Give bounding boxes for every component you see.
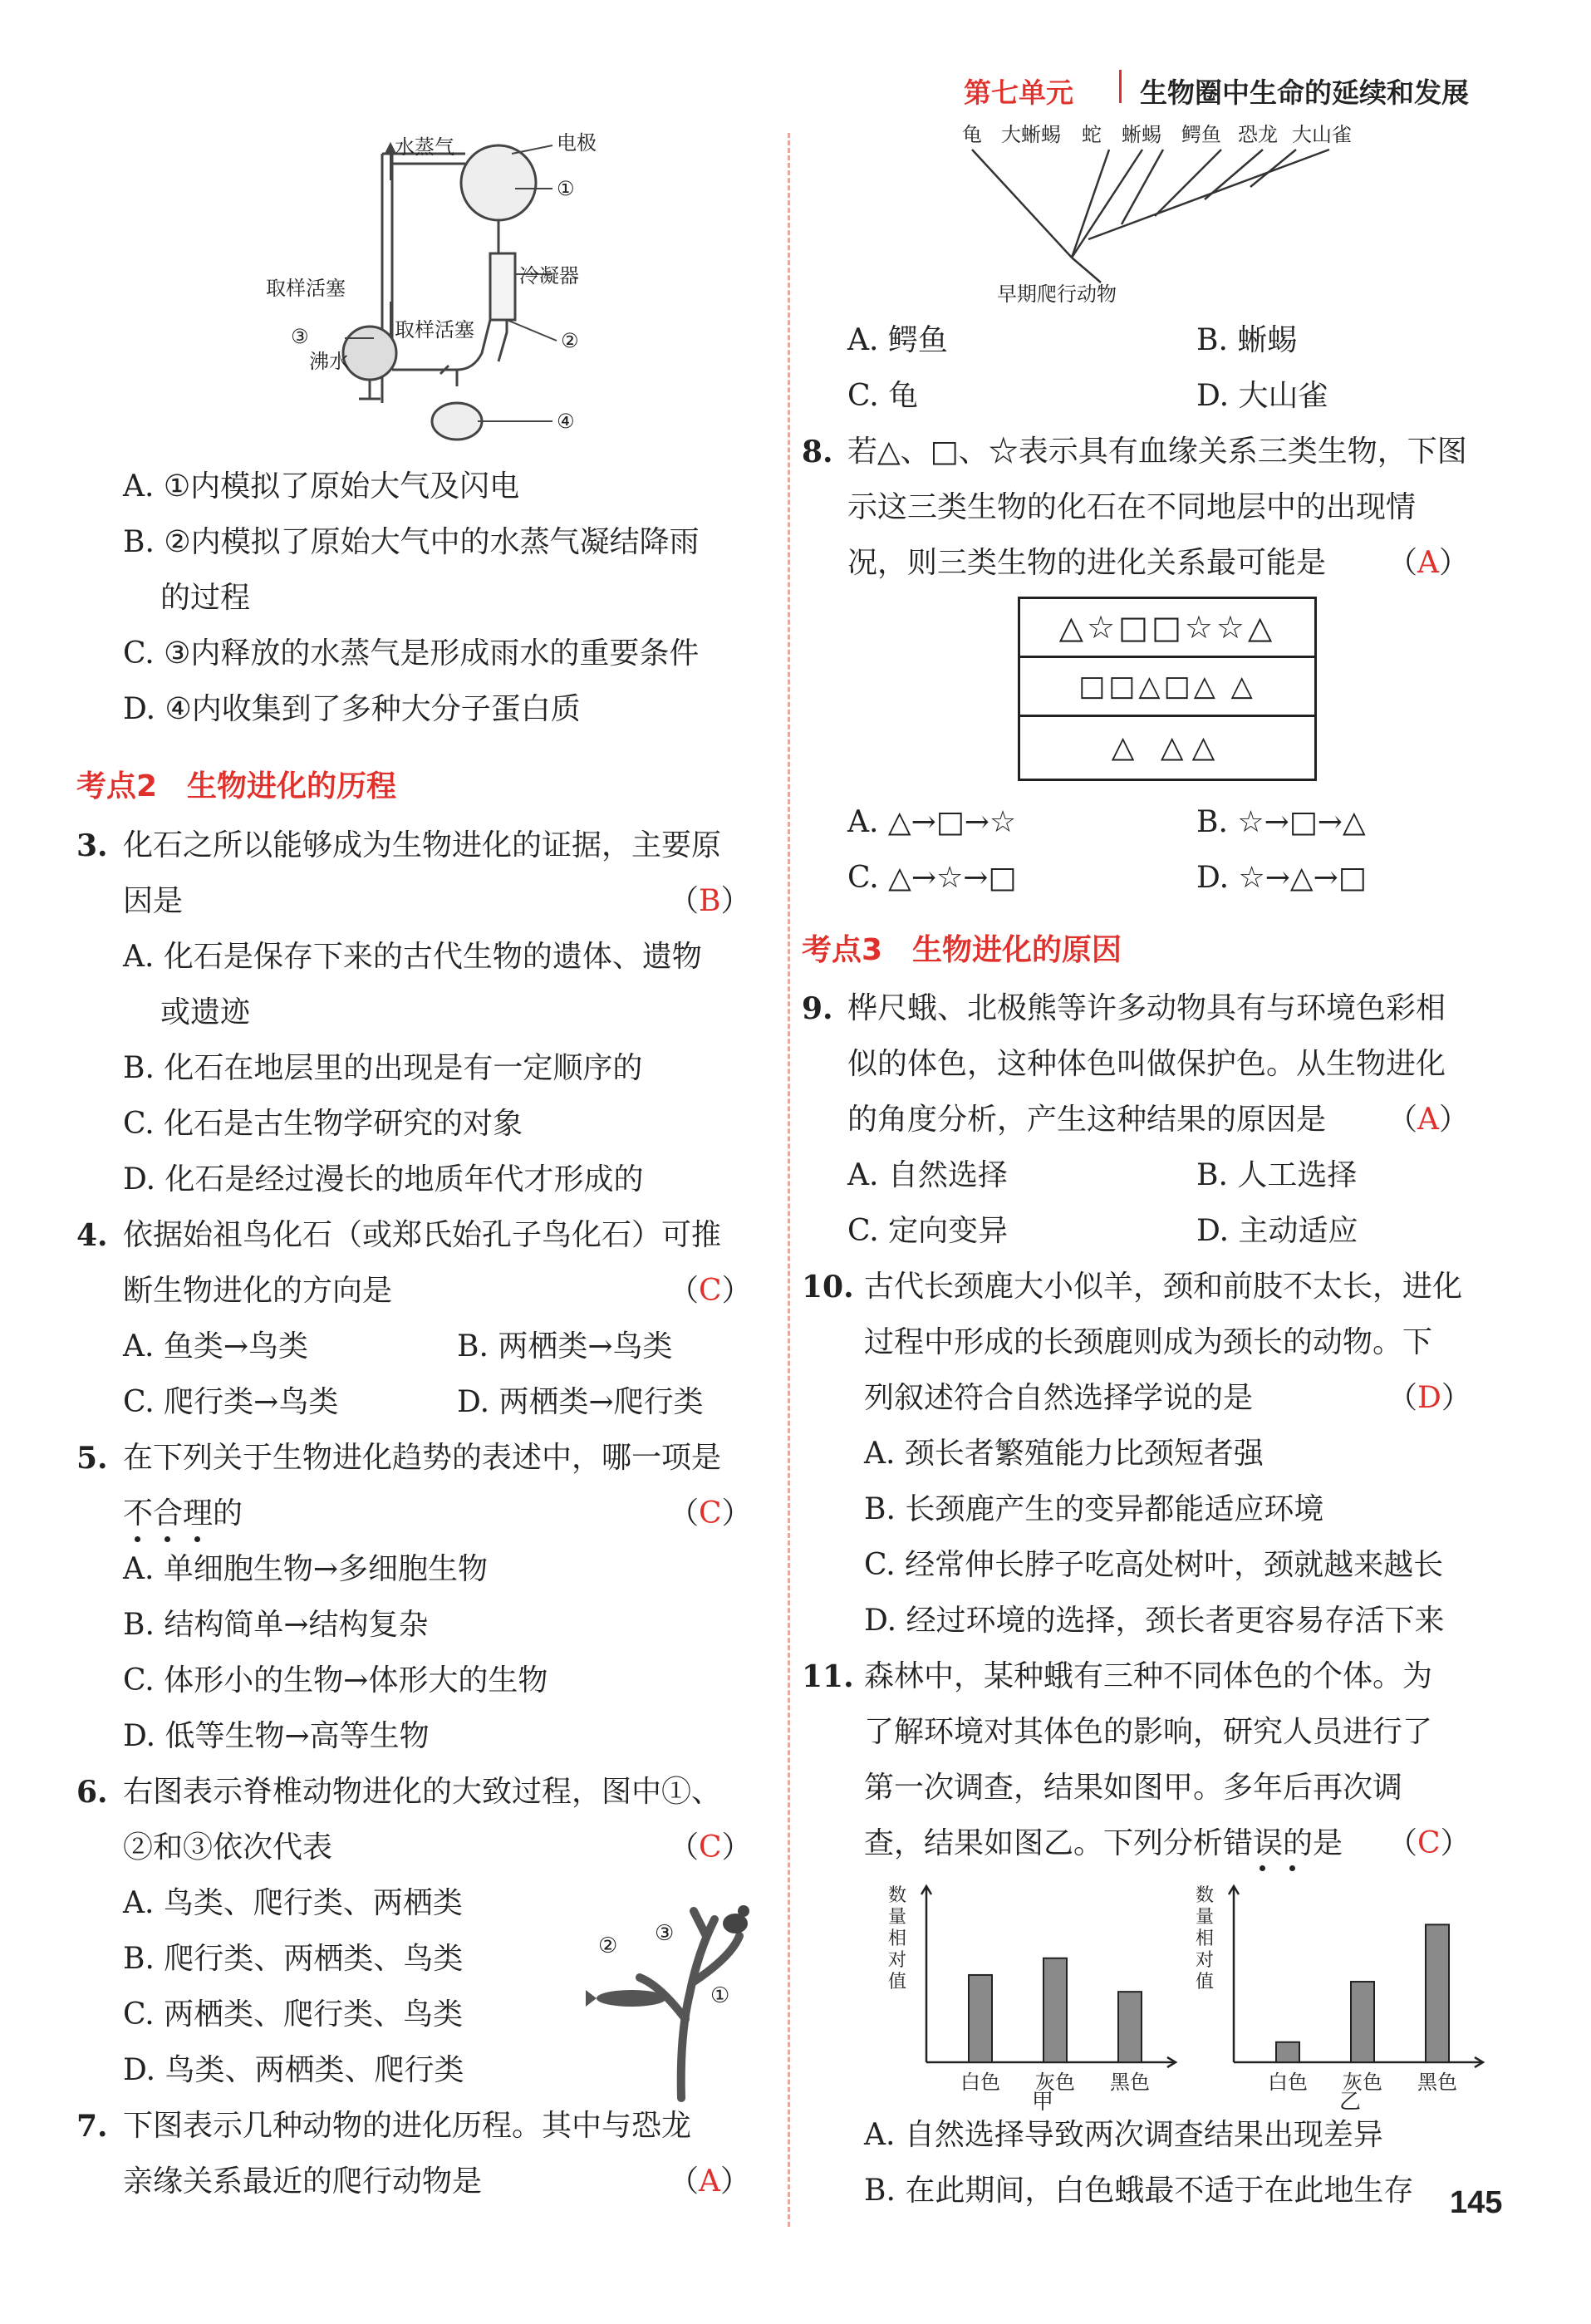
q3-option-d: D. 化石是经过漫长的地质年代才形成的 <box>123 1162 644 1196</box>
fig6-marker-2: ② <box>598 1933 618 1958</box>
bar-灰色 <box>1043 1958 1067 2062</box>
tree-root-label: 早期爬行动物 <box>997 283 1117 306</box>
bar-chart-yi <box>1188 1870 1495 2110</box>
q2-option-a: A. ①内模拟了原始大气及闪电 <box>123 469 520 504</box>
q11-number: 11. <box>802 1659 854 1694</box>
q5-option-b: B. 结构简单→结构复杂 <box>123 1608 429 1642</box>
q5-option-c: C. 体形小的生物→体形大的生物 <box>123 1663 548 1698</box>
miller-apparatus-figure <box>266 120 615 453</box>
q10-number: 10. <box>802 1270 854 1304</box>
y-axis-label-char: 值 <box>1195 1972 1215 1992</box>
q11-stem-cont2: 第一次调查，结果如图甲。多年后再次调 <box>864 1771 1403 1805</box>
bar-灰色 <box>1351 1982 1374 2062</box>
q4-option-b: B. 两栖类→鸟类 <box>457 1329 673 1363</box>
q4-option-c: C. 爬行类→鸟类 <box>123 1385 339 1419</box>
q3-answer: B <box>699 884 721 918</box>
x-tick-label: 灰色 <box>1035 2071 1075 2094</box>
bar-黑色 <box>1118 1992 1142 2062</box>
q2-option-b: B. ②内模拟了原始大气中的水蒸气凝结降雨 <box>123 525 700 559</box>
q9-option-a: A. 自然选择 <box>847 1158 1008 1192</box>
tree-label-turtle: 龟 <box>962 123 982 146</box>
q10-option-b: B. 长颈鹿产生的变异都能适应环境 <box>864 1492 1324 1526</box>
q11-answer: C <box>1417 1826 1441 1860</box>
q7-stem: 下图表示几种动物的进化历程。其中与恐龙 <box>123 2109 692 2143</box>
q2-option-d: D. ④内收集到了多种大分子蛋白质 <box>123 692 581 726</box>
q7-option-b: B. 蜥蜴 <box>1196 323 1298 357</box>
q3-option-a-cont: 或遗迹 <box>160 995 251 1029</box>
q7-number: 7. <box>76 2109 108 2144</box>
bar-白色 <box>1276 2042 1299 2062</box>
q3-answer-paren: （B） <box>669 884 751 918</box>
q8-answer-paren: （A） <box>1387 546 1470 580</box>
label-valve-right: 取样活塞 <box>395 318 474 341</box>
label-boiling: 沸水 <box>309 350 349 373</box>
q8-option-b: B. ☆→□→△ <box>1196 805 1366 839</box>
q5-number: 5. <box>76 1441 108 1476</box>
section-heading-2: 考点2 生物进化的历程 <box>76 769 397 803</box>
y-axis-label-char: 量 <box>1195 1907 1215 1928</box>
marker-1: ① <box>557 177 575 200</box>
section-heading-3: 考点3 生物进化的原因 <box>802 933 1122 967</box>
q10-option-a: A. 颈长者繁殖能力比颈短者强 <box>864 1437 1264 1471</box>
q7-answer: A <box>699 2164 721 2199</box>
fig6-marker-3: ③ <box>655 1921 675 1946</box>
q9-stem: 桦尺蛾、北极熊等许多动物具有与环境色彩相 <box>847 991 1446 1025</box>
q2-option-b-cont: 的过程 <box>160 581 251 615</box>
marker-3: ③ <box>291 325 309 348</box>
q8-stem-cont2: 况，则三类生物的进化关系最可能是 <box>847 546 1327 580</box>
bar-白色 <box>969 1975 992 2062</box>
q11-stem: 森林中，某种蛾有三种不同体色的个体。为 <box>864 1659 1433 1693</box>
q9-option-c: C. 定向变异 <box>847 1214 1009 1248</box>
label-valve-left: 取样活塞 <box>266 277 346 300</box>
tree-label-lizard: 蜥蜴 <box>1122 123 1161 146</box>
stratum-middle: □□△□△ △ <box>1020 658 1314 717</box>
q4-answer-paren: （C） <box>669 1274 752 1308</box>
column-divider <box>788 133 790 2227</box>
q5-answer-paren: （C） <box>669 1496 752 1530</box>
q11-stem-cont: 了解环境对其体色的影响，研究人员进行了 <box>864 1715 1433 1749</box>
x-tick-label: 黑色 <box>1417 2071 1457 2094</box>
q6-stem-cont: ②和③依次代表 <box>123 1830 333 1865</box>
label-condenser: 冷凝器 <box>519 264 579 287</box>
chart-title: 甲 <box>1031 2090 1054 2110</box>
y-axis-label-char: 值 <box>887 1972 907 1992</box>
q6-stem: 右图表示脊椎动物进化的大致过程，图中①、 <box>123 1775 722 1809</box>
label-vapor: 水蒸气 <box>395 135 454 159</box>
q4-stem-cont: 断生物进化的方向是 <box>123 1274 393 1308</box>
q3-option-a: A. 化石是保存下来的古代生物的遗体、遗物 <box>123 940 702 974</box>
q10-answer-paren: （D） <box>1387 1381 1471 1415</box>
unit-label: 第七单元 <box>964 76 1073 109</box>
q9-stem-cont: 似的体色，这种体色叫做保护色。从生物进化 <box>847 1047 1446 1081</box>
q6-option-a: A. 鸟类、爬行类、两栖类 <box>123 1886 463 1920</box>
q10-option-c: C. 经常伸长脖子吃高处树叶，颈就越来越长 <box>864 1548 1444 1582</box>
q8-number: 8. <box>802 435 833 469</box>
q9-number: 9. <box>802 991 833 1026</box>
q5-stem-cont: 不合理的 <box>123 1496 243 1530</box>
q3-number: 3. <box>76 828 108 863</box>
q5-answer: C <box>699 1496 722 1530</box>
q6-number: 6. <box>76 1775 108 1810</box>
q11-answer-paren: （C） <box>1387 1826 1471 1860</box>
q5-stem: 在下列关于生物进化趋势的表述中，哪一项是 <box>123 1441 722 1475</box>
q8-option-d: D. ☆→△→□ <box>1196 861 1367 895</box>
stratum-top: △☆□□☆☆△ <box>1020 599 1314 658</box>
q7-option-c: C. 龟 <box>847 379 919 413</box>
q8-stem-cont: 示这三类生物的化石在不同地层中的出现情 <box>847 490 1417 524</box>
fig6-marker-1: ① <box>710 1983 730 2008</box>
q9-answer: A <box>1417 1103 1440 1137</box>
y-axis-label-char: 相 <box>887 1928 907 1949</box>
x-tick-label: 白色 <box>1268 2071 1308 2094</box>
tree-label-tuatara: 大蜥蜴 <box>1001 123 1061 146</box>
tree-label-tit: 大山雀 <box>1292 123 1352 146</box>
emphasis-dot <box>194 1536 200 1542</box>
y-axis-label-char: 相 <box>1195 1928 1215 1949</box>
q11-option-a: A. 自然选择导致两次调查结果出现差异 <box>864 2118 1383 2152</box>
label-electrode: 电极 <box>557 131 597 155</box>
page-number: 145 <box>1450 2185 1503 2220</box>
q7-option-d: D. 大山雀 <box>1196 379 1328 413</box>
q7-option-a: A. 鳄鱼 <box>847 323 948 357</box>
q10-stem: 古代长颈鹿大小似羊，颈和前肢不太长，进化 <box>864 1270 1463 1304</box>
stratum-bottom: △ △△ <box>1111 730 1224 764</box>
tree-label-crocodile: 鳄鱼 <box>1181 123 1221 146</box>
q3-stem: 化石之所以能够成为生物进化的证据，主要原 <box>123 828 722 862</box>
q7-answer-paren: （A） <box>669 2164 751 2199</box>
x-tick-label: 黑色 <box>1110 2071 1150 2094</box>
x-tick-label: 白色 <box>960 2071 1000 2094</box>
q6-option-d: D. 鸟类、两栖类、爬行类 <box>123 2053 464 2087</box>
q7-stem-cont: 亲缘关系最近的爬行动物是 <box>123 2164 483 2199</box>
q3-option-c: C. 化石是古生物学研究的对象 <box>123 1107 523 1141</box>
q5-option-a: A. 单细胞生物→多细胞生物 <box>123 1552 489 1586</box>
q11-option-b: B. 在此期间，白色蛾最不适于在此地生存 <box>864 2174 1414 2208</box>
q10-answer: D <box>1417 1381 1441 1415</box>
chapter-title: 生物圈中生命的延续和发展 <box>1140 76 1469 109</box>
emphasis-dot <box>135 1536 140 1542</box>
q8-option-c: C. △→☆→□ <box>847 861 1017 895</box>
y-axis-label-char: 量 <box>887 1907 907 1928</box>
q9-stem-cont2: 的角度分析，产生这种结果的原因是 <box>847 1103 1327 1137</box>
bar-chart-jia <box>881 1870 1188 2110</box>
y-axis-label-char: 数 <box>887 1885 907 1906</box>
header-divider <box>1119 70 1122 103</box>
tree-label-snake: 蛇 <box>1082 123 1102 146</box>
marker-2: ② <box>561 329 579 352</box>
y-axis-label-char: 数 <box>1195 1885 1215 1906</box>
tree-label-dinosaur: 恐龙 <box>1238 123 1278 146</box>
q8-option-a: A. △→□→☆ <box>847 805 1017 839</box>
vertebrate-evolution-figure <box>582 1886 773 2102</box>
bar-黑色 <box>1426 1924 1449 2062</box>
q2-option-c: C. ③内释放的水蒸气是形成雨水的重要条件 <box>123 636 700 671</box>
y-axis-label-char: 对 <box>887 1950 907 1971</box>
q10-stem-cont2: 列叙述符合自然选择学说的是 <box>864 1381 1254 1415</box>
q6-answer-paren: （C） <box>669 1830 752 1865</box>
reptile-cladogram-figure <box>955 116 1387 316</box>
q3-option-b: B. 化石在地层里的出现是有一定顺序的 <box>123 1051 643 1085</box>
marker-4: ④ <box>557 410 575 433</box>
q11-stem-cont3: 查，结果如图乙。下列分析错误的是 <box>864 1826 1343 1860</box>
q5-option-d: D. 低等生物→高等生物 <box>123 1719 430 1753</box>
chart-title: 乙 <box>1338 2090 1362 2110</box>
q9-option-d: D. 主动适应 <box>1196 1214 1358 1248</box>
q3-stem-cont: 因是 <box>123 884 184 918</box>
q4-number: 4. <box>76 1218 108 1253</box>
x-tick-label: 灰色 <box>1343 2071 1382 2094</box>
q6-answer: C <box>699 1830 722 1865</box>
emphasis-dot <box>165 1536 170 1542</box>
q8-answer: A <box>1417 546 1440 580</box>
fossil-strata-figure <box>1018 597 1317 781</box>
q10-option-d: D. 经过环境的选择，颈长者更容易存活下来 <box>864 1604 1445 1638</box>
q9-answer-paren: （A） <box>1387 1103 1470 1137</box>
y-axis-label-char: 对 <box>1195 1950 1215 1971</box>
q4-stem: 依据始祖鸟化石（或郑氏始孔子鸟化石）可推 <box>123 1218 722 1252</box>
q6-option-c: C. 两栖类、爬行类、鸟类 <box>123 1997 464 2032</box>
q9-option-b: B. 人工选择 <box>1196 1158 1358 1192</box>
q6-option-b: B. 爬行类、两栖类、鸟类 <box>123 1942 464 1976</box>
q10-stem-cont: 过程中形成的长颈鹿则成为颈长的动物。下 <box>864 1325 1433 1359</box>
q8-stem: 若△、□、☆表示具有血缘关系三类生物，下图 <box>847 435 1467 469</box>
q4-option-a: A. 鱼类→鸟类 <box>123 1329 309 1363</box>
q4-option-d: D. 两栖类→爬行类 <box>457 1385 704 1419</box>
q4-answer: C <box>699 1274 722 1308</box>
